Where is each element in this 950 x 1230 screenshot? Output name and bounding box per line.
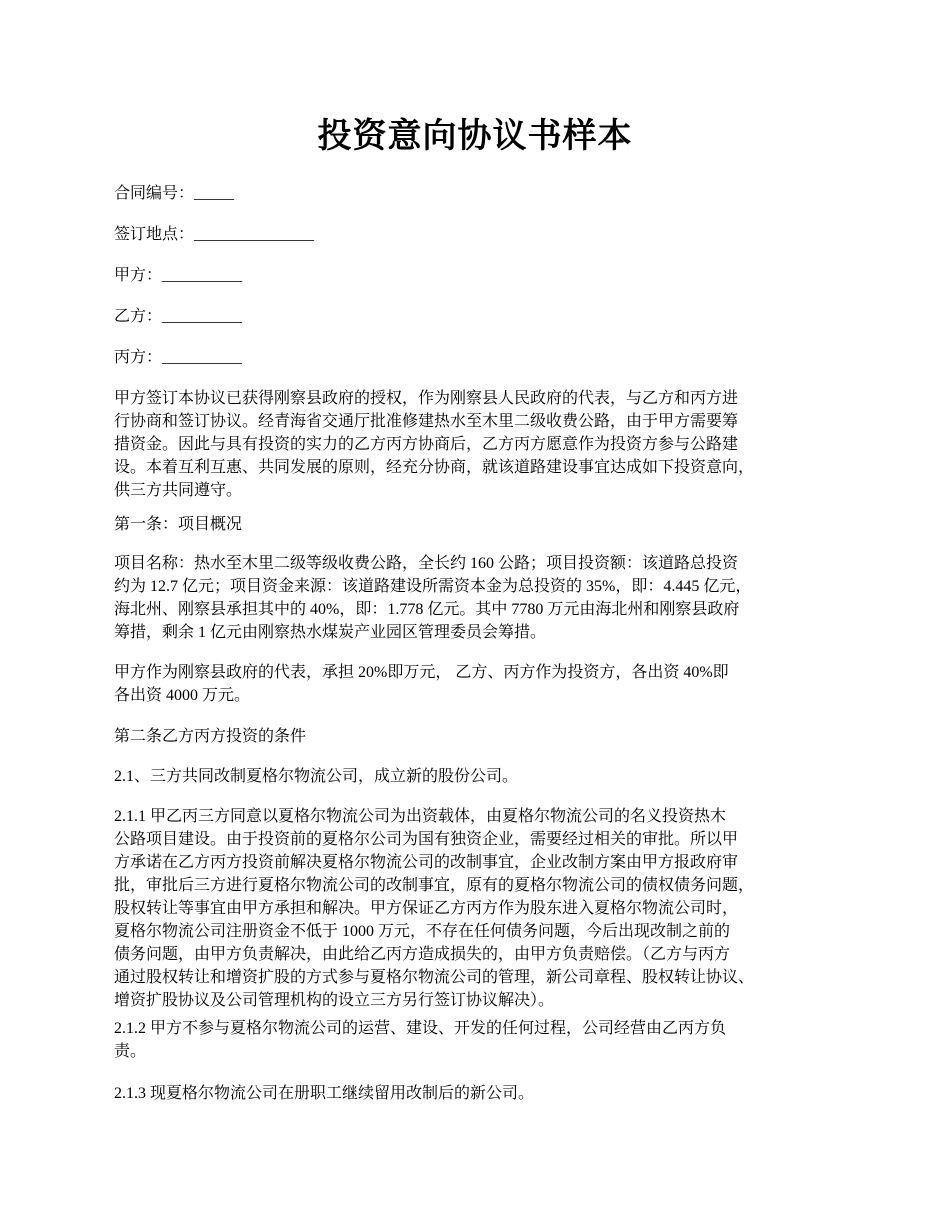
text-line: 夏格尔物流公司注册资金不低于 1000 万元，不存在任何债务问题，今后出现改制之前的 [114, 923, 731, 940]
text-line: 甲方签订本协议已获得刚察县政府的授权，作为刚察县人民政府的代表，与乙方和丙方进 [114, 390, 739, 407]
intro-paragraph [114, 387, 849, 502]
text-line: 筹措，剩余 1 亿元由刚察热水煤炭产业园区管理委员会筹措。 [114, 624, 547, 641]
text-line: 第一条：项目概况 [114, 516, 243, 533]
party-a-field: 甲方：__________ [114, 267, 243, 284]
text-line: 2.1.1 甲乙丙三方同意以夏格尔物流公司为出资载体，由夏格尔物流公司的名义投资热木 [114, 808, 727, 825]
text-line: 行协商和签订协议。经青海省交通厅批准修建热水至木里二级收费公路，由于甲方需要筹 [114, 413, 739, 430]
signing-location-field: 签订地点：_______________ [114, 226, 315, 243]
text-line: 通过股权转让和增资扩股的方式参与夏格尔物流公司的管理，新公司章程、股权转让协议、 [114, 969, 755, 986]
project-overview-paragraph [114, 552, 849, 644]
text-line: 公路项目建设。由于投资前的夏格尔公司为国有独资企业，需要经过相关的审批。所以甲 [114, 831, 739, 848]
text-line: 约为 12.7 亿元；项目资金来源：该道路建设所需资本金为总投资的 35%，即：4.445 亿元， [114, 578, 752, 595]
clause-2-1-1 [114, 805, 849, 1012]
text-line: 责。 [114, 1043, 147, 1060]
text-line: 债务问题，由甲方负责解决，由此给乙丙方造成损失的，由甲方负责赔偿。（乙方与丙方 [114, 946, 731, 963]
text-line: 设。本着互利互惠、共同发展的原则，经充分协商，就该道路建设事宜达成如下投资意向， [114, 459, 755, 476]
clause-2-1-2 [114, 1017, 849, 1063]
clause-2-1 [114, 765, 849, 788]
text-line: 2.1.3 现夏格尔物流公司在册职工继续留用改制后的新公司。 [114, 1085, 535, 1102]
article-2-heading [114, 725, 849, 748]
text-line: 批，审批后三方进行夏格尔物流公司的改制事宜，原有的夏格尔物流公司的债权债务问题， [114, 877, 755, 894]
document-title: 投资意向协议书样本 [317, 118, 633, 155]
text-line: 方承诺在乙方丙方投资前解决夏格尔物流公司的改制事宜，企业改制方案由甲方报政府审 [114, 854, 739, 871]
text-line: 供三方共同遵守。 [114, 482, 243, 499]
party-c-field: 丙方：__________ [114, 349, 243, 366]
text-line: 措资金。因此与具有投资的实力的乙方丙方协商后，乙方丙方愿意作为投资方参与公路建 [114, 436, 739, 453]
clause-2-1-3 [114, 1082, 849, 1105]
text-line: 股权转让等事宜由甲方承担和解决。甲方保证乙方丙方作为股东进入夏格尔物流公司时， [114, 900, 739, 917]
text-line: 甲方作为刚察县政府的代表，承担 20%即万元， 乙方、丙方作为投资方，各出资 40%即 [114, 664, 729, 681]
text-line: 海北州、刚察县承担其中的 40%，即：1.778 亿元。其中 7780 万元由海北州和刚察县政府 [114, 601, 740, 618]
contract-number-field: 合同编号：_____ [114, 185, 235, 202]
text-line: 2.1.2 甲方不参与夏格尔物流公司的运营、建设、开发的任何过程，公司经营由乙丙方负 [114, 1020, 727, 1037]
text-line: 2.1、三方共同改制夏格尔物流公司，成立新的股份公司。 [114, 768, 519, 785]
text-line: 增资扩股协议及公司管理机构的设立三方另行签订协议解决）。 [114, 992, 555, 1009]
party-b-field: 乙方：__________ [114, 308, 243, 325]
party-a-share-paragraph [114, 661, 849, 707]
text-line: 各出资 4000 万元。 [114, 687, 251, 704]
text-line: 第二条乙方丙方投资的条件 [114, 728, 307, 745]
article-1-heading [114, 513, 849, 536]
text-line: 项目名称：热水至木里二级等级收费公路，全长约 160 公路；项目投资额：该道路总投资 [114, 555, 739, 572]
